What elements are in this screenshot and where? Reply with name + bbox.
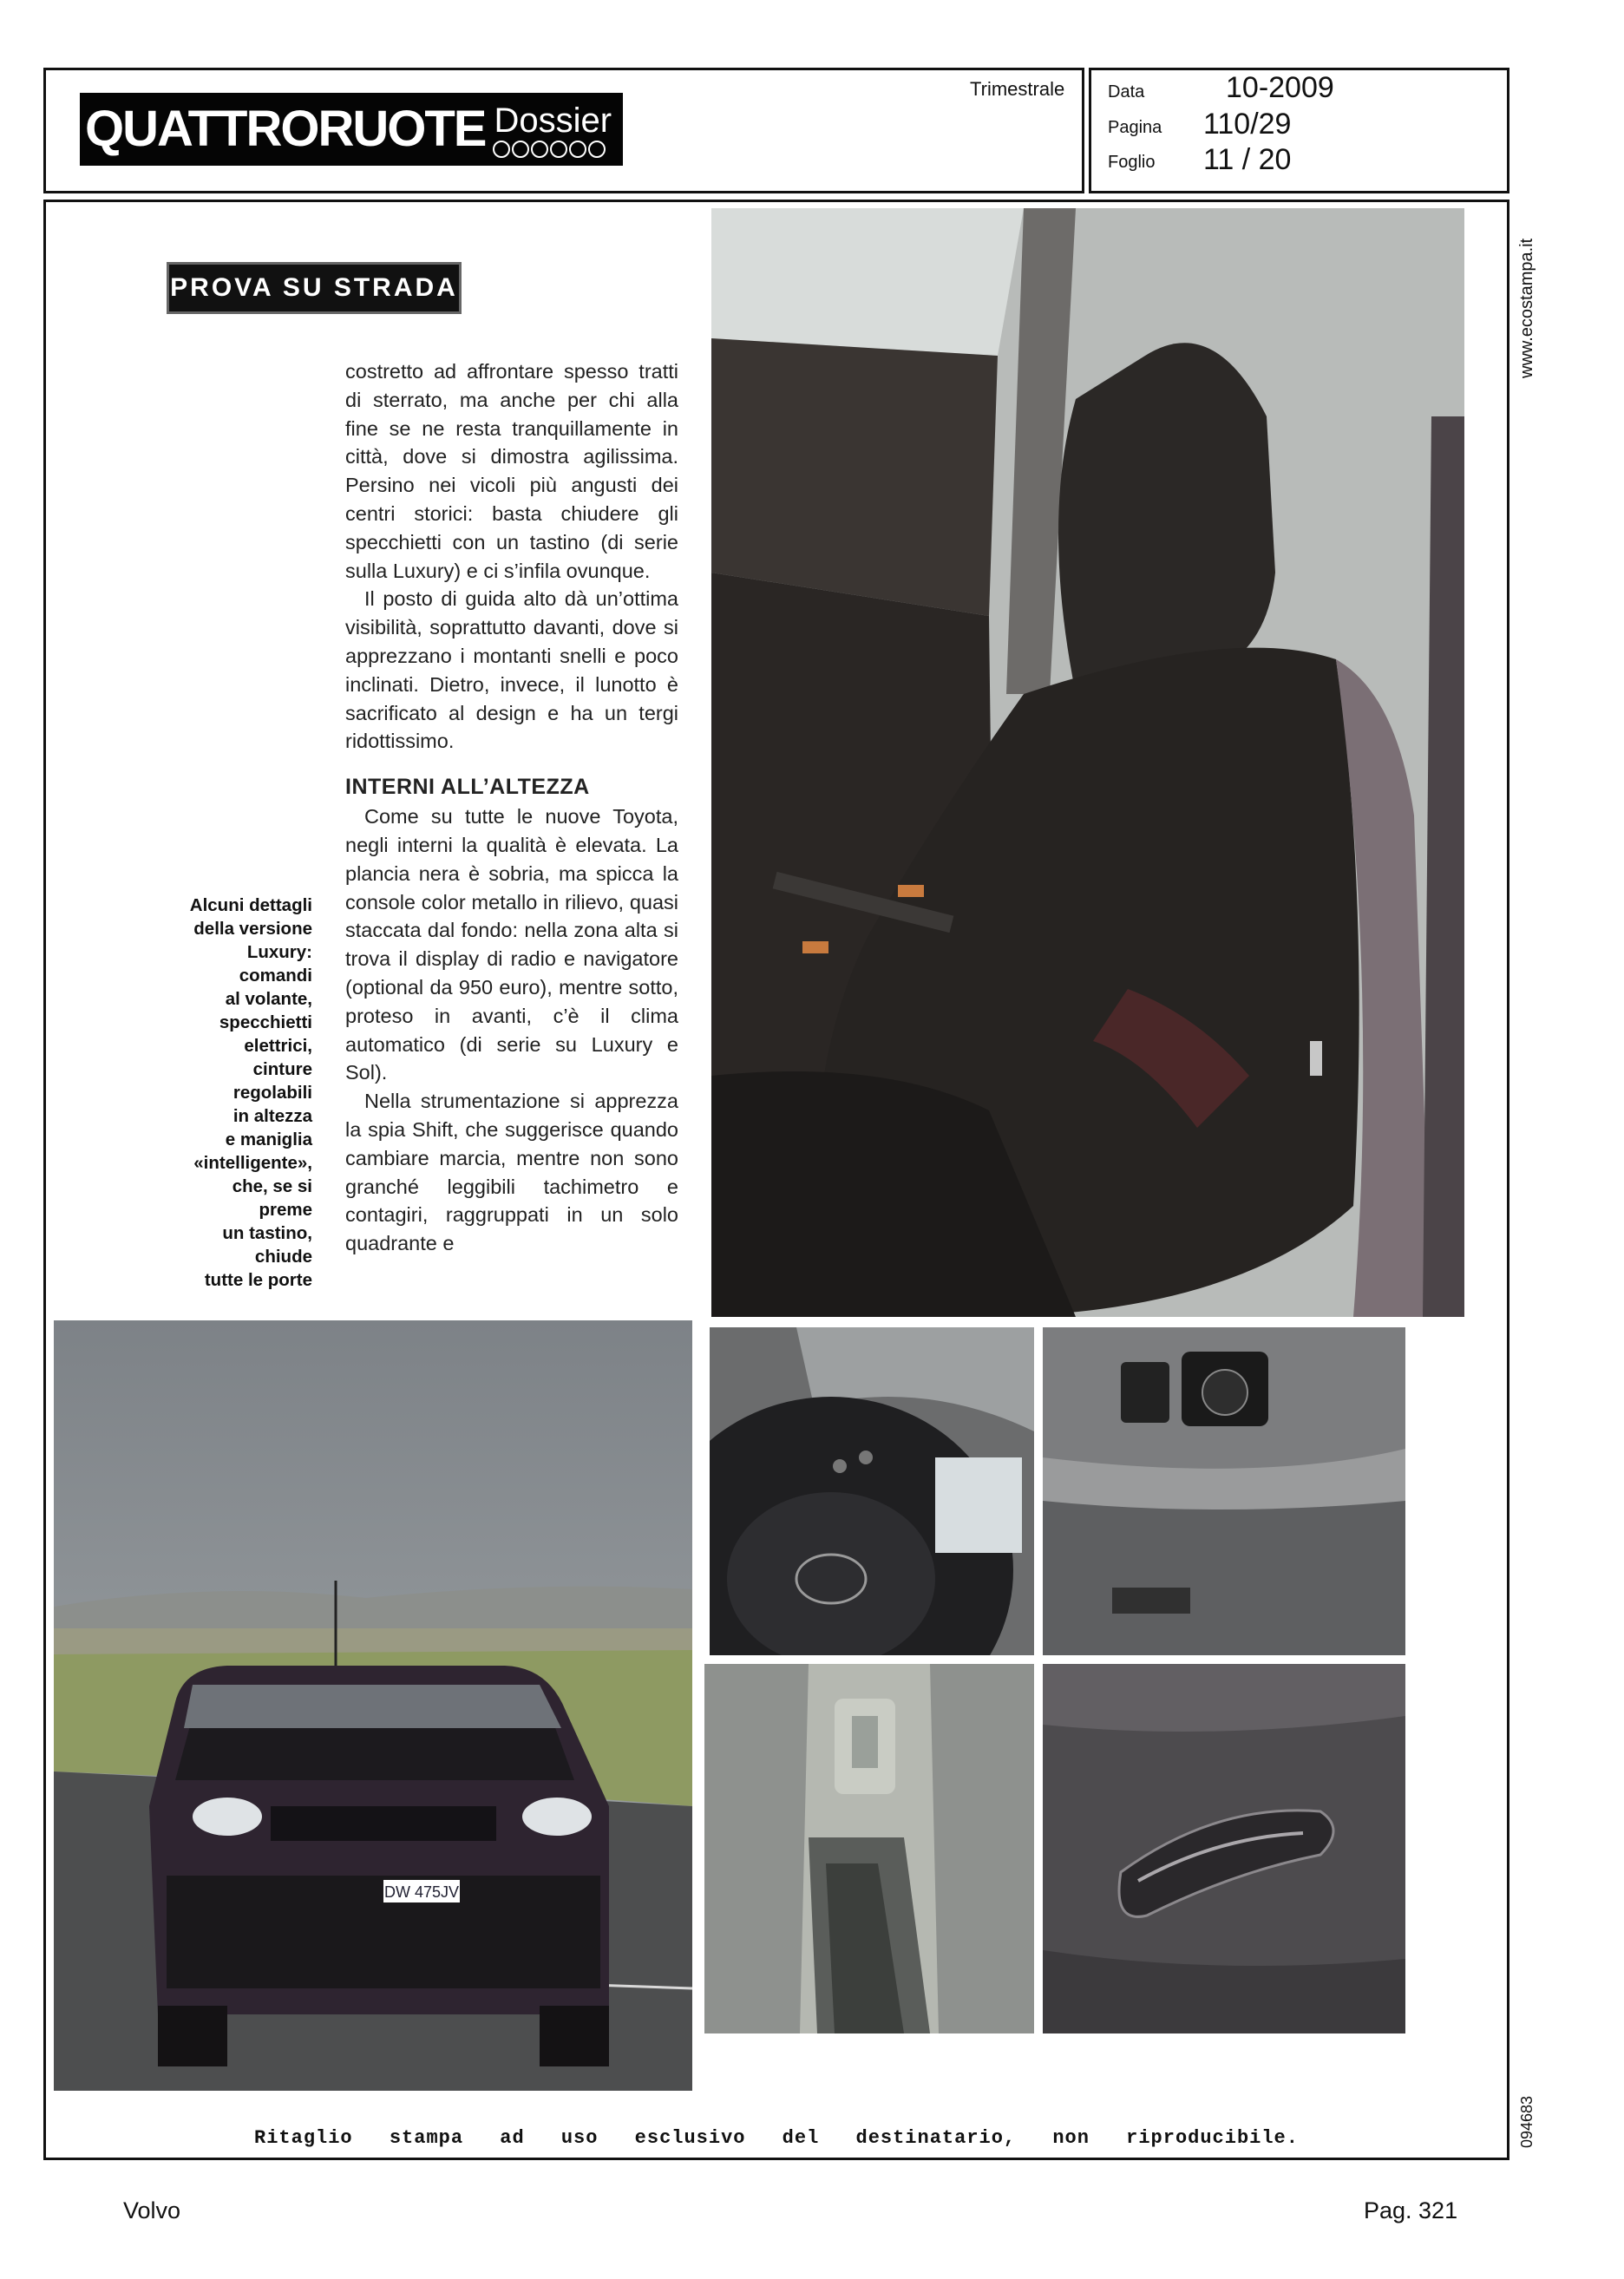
meta-label-pagina: Pagina <box>1108 118 1162 137</box>
section-tag: PROVA SU STRADA <box>167 262 462 314</box>
footer-page-number: Pag. 321 <box>1364 2197 1458 2223</box>
side-website <box>1508 217 1542 382</box>
side-code <box>1508 2065 1542 2151</box>
caption-line: Luxury: <box>246 942 312 962</box>
periodicity-label: Trimestrale <box>970 78 1065 100</box>
footer-client: Volvo <box>123 2197 181 2223</box>
caption-line: preme <box>259 1200 312 1220</box>
caption-line: regolabili <box>232 1083 312 1103</box>
article-paragraph: costretto ad affrontare spesso tratti di sterrato, ma anche per chi alla fine se ne resta tranquillamente in città, dove si dimostra agilissima. Persino nei vicoli più angusti dei centri storici: basta chiudere gli specchietti con un tastino (di serie sulla Luxury) e ci s’infila ovunque. <box>345 360 678 582</box>
meta-label-data: Data <box>1108 82 1145 102</box>
caption-line: specchietti <box>219 1012 312 1032</box>
article-body <box>345 357 678 1258</box>
caption-line: «intelligente», <box>193 1153 312 1173</box>
side-code-text: 094683 <box>1518 2095 1536 2148</box>
caption-line: cinture <box>252 1059 312 1079</box>
meta-value-pagina: 110/29 <box>1203 108 1292 141</box>
caption-line: al volante, <box>225 989 312 1009</box>
caption-line: elettrici, <box>244 1036 312 1056</box>
logo-main-text: QUATTRORUOTE <box>85 101 486 157</box>
logo-sub-text: Dossier <box>494 102 612 140</box>
photo-seat-belt <box>704 1664 1034 2033</box>
caption-line: Alcuni dettagli <box>189 895 312 915</box>
reproduction-disclaimer: Ritaglio stampa ad uso esclusivo del destinatario, non riproducibile. <box>254 2127 1299 2149</box>
caption-line: un tastino, <box>222 1223 312 1243</box>
publication-logo <box>80 93 623 166</box>
side-website-text: www.ecostampa.it <box>1517 238 1536 378</box>
meta-value-data: 10-2009 <box>1226 71 1334 104</box>
article-paragraph: Nella strumentazione si apprezza la spia Shift, che suggerisce quando cambiare marcia, mentre non sono granché leggibili tachimetro e contagiri, raggruppati in un solo quadrante e <box>345 1090 678 1255</box>
photo-caption <box>139 894 312 1292</box>
photo-door-handle <box>1043 1664 1405 2033</box>
license-plate-text: DW 475JV <box>383 1883 460 1901</box>
meta-label-foglio: Foglio <box>1108 153 1156 172</box>
photo-steering-wheel <box>710 1327 1034 1655</box>
caption-line: chiude <box>254 1247 312 1267</box>
caption-line: che, se si <box>232 1176 312 1196</box>
logo-rings-icon <box>489 140 611 159</box>
caption-line: e maniglia <box>225 1130 312 1149</box>
caption-line: in altezza <box>232 1106 312 1126</box>
caption-line: della versione <box>193 919 312 939</box>
caption-line: comandi <box>239 966 312 986</box>
article-paragraph: Il posto di guida alto dà un’ottima visibilità, soprattutto davanti, dove si apprezzano i montanti snelli e poco inclinati. Dietro, invece, il lunotto è sacrificato al design e ha un tergi ridottissimo. <box>345 587 678 753</box>
article-subheading: INTERNI ALL’ALTEZZA <box>345 775 590 800</box>
photo-car-on-road <box>54 1320 692 2091</box>
article-paragraph: Come su tutte le nuove Toyota, negli interni la qualità è elevata. La plancia nera è sobria, ma spicca la console color metallo in rilievo, quasi staccata dal fondo: nella zona alta si trova il display di radio e navigatore (optional da 950 euro), mentre sotto, proteso in avanti, c’è il clima automatico (di serie su Luxury e Sol). <box>345 805 678 1084</box>
photo-mirror-controls <box>1043 1327 1405 1655</box>
caption-line: tutte le porte <box>204 1270 312 1290</box>
meta-value-foglio: 11 / 20 <box>1203 143 1292 176</box>
photo-front-seat <box>711 208 1464 1317</box>
